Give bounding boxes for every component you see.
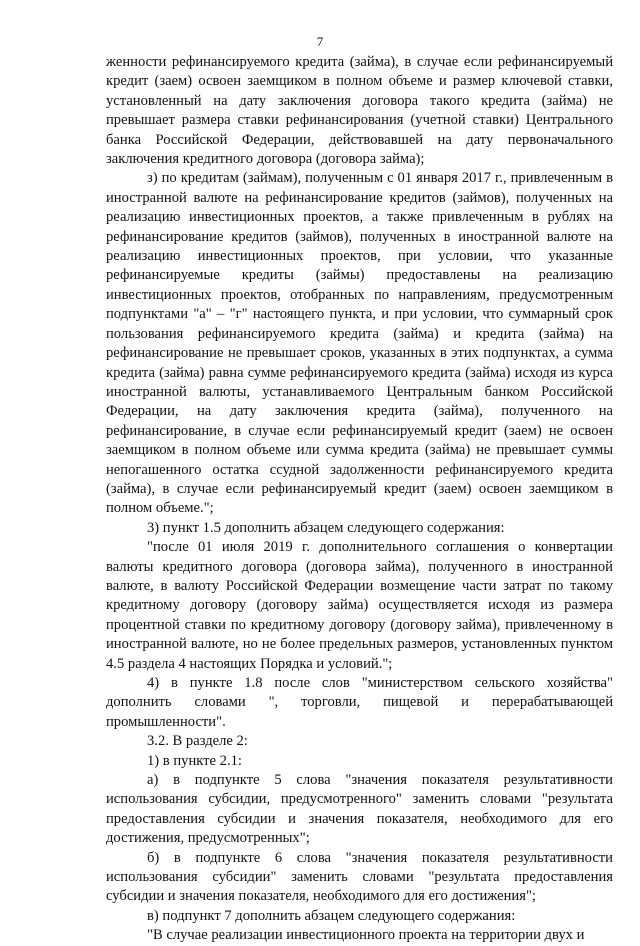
paragraph: б) в подпункте 6 слова "значения показателя результативности использования субсидии" заменить словами "результата предоставления субсидии и значения показателя, необходимого для его достижения"; [106,849,613,905]
paragraph: "после 01 июля 2019 г. дополнительного соглашения о конвертации валюты кредитного договора (договора займа), полученного в иностранной валюте, в валюту Российской Федерации возмещение части затрат по такому кредитному договору (договору займа) осуществляется исходя из размера процентной ставки по кредитному договору (договору займа), привлеченному в иностранной валюте, но не более предельных размеров, установленных пунктом 4.5 раздела 4 настоящих Порядка и условий."; [106,539,613,672]
paragraph: з) по кредитам (займам), полученным с 01 января 2017 г., привлеченным в иностранной валюте на рефинансирование кредитов (займов), полученных на реализацию инвестиционных проектов, а также привлеченным в рублях на рефинансирование кредитов (займов), полученных в иностранной валюте на реализацию инвестиционных проектов, при условии, что указанные рефинансируемые кредиты (займы) предоставлены на реализацию инвестиционных проектов, отобранных по направлениям, предусмотренным подпунктами "а" – "г" настоящего пункта, и при условии, что суммарный срок пользования рефинансируемого кредита (займа) и кредита (займа) на рефинансирование не превышает сроков, указанных в этих подпунктах, а сумма кредита (займа) равна сумме рефинансируемого кредита (займа) исходя из курса иностранной валюты, устанавливаемого Центральным банком Российской Федерации, на дату заключения кредита (займа), полученного на рефинансирование, в случае если рефинансируемый кредит (заем) не освоен заемщиком в полном объеме или сумма кредита (займа) не превышает суммы непогашенного остатка ссудной задолженности рефинансируемого кредита (займа), в случае если рефинансируемый кредит (заем) освоен заемщиком в полном объеме."; [106,170,613,517]
paragraph: "В случае реализации инвестиционного проекта на территории двух и [147,927,585,944]
body-text [106,53,613,946]
paragraph: 1) в пункте 2.1: [147,752,242,769]
paragraph: 3) пункт 1.5 дополнить абзацем следующего содержания: [147,519,505,536]
paragraph: в) подпункт 7 дополнить абзацем следующего содержания: [147,907,516,924]
paragraph: женности рефинансируемого кредита (займа), в случае если рефинансируемый кредит (заем) освоен заемщиком в полном объеме и размер ключевой ставки, установленный на дату заключения договора такого кредита (займа) не превышает размера ставки рефинансирования (учетной ставки) Центрального банка Российской Федерации, действовавшей на дату первоначального заключения кредитного договора (договора займа); [106,54,613,168]
paragraph: а) в подпункте 5 слова "значения показателя результативности использования субсидии, предусмотренного" заменить словами "результата предоставления субсидии и значения показателя, необходимого для его достижения, предусмотренных"; [106,772,613,847]
paragraph: 4) в пункте 1.8 после слов "министерством сельского хозяйства" дополнить словами ", торговли, пищевой и перерабатывающей промышленности". [106,675,613,730]
page-number: 7 [316,34,324,49]
paragraph: 3.2. В разделе 2: [147,733,248,750]
